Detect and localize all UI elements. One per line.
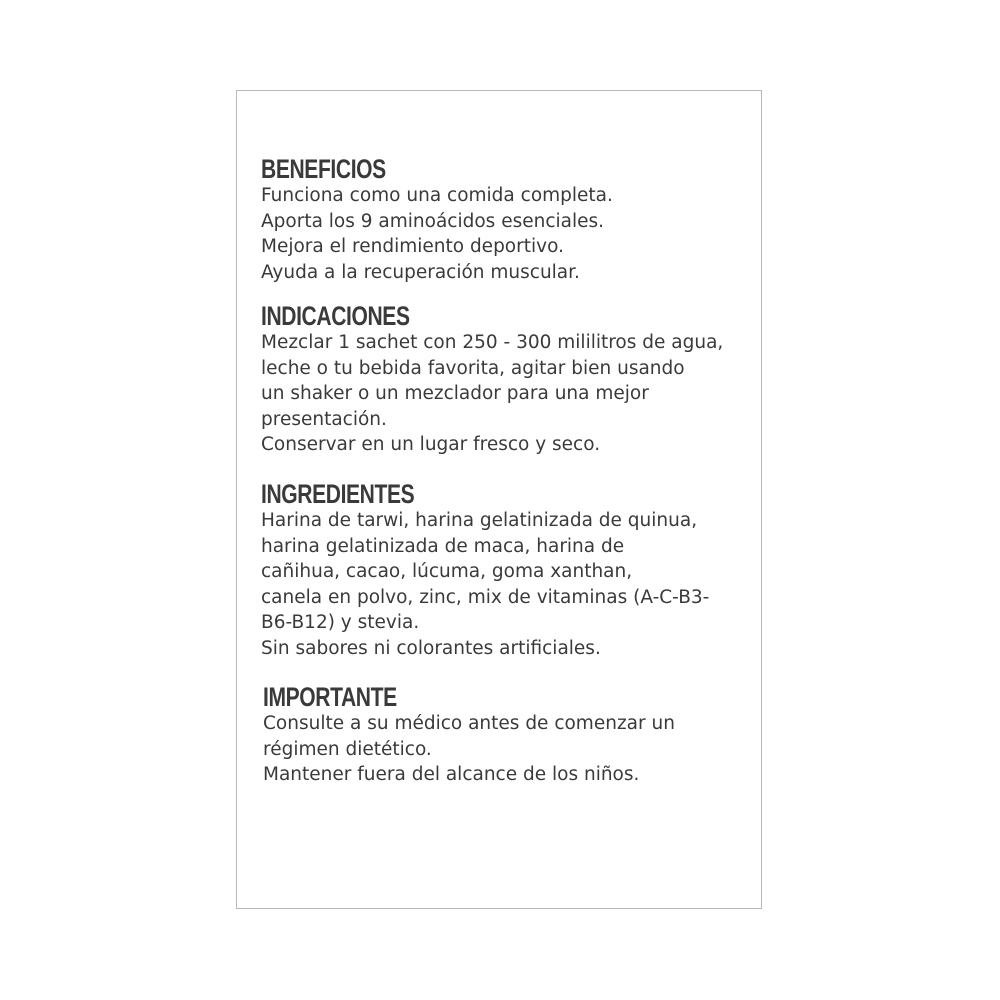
section-line: presentación. xyxy=(261,408,387,430)
section-heading: BENEFICIOS xyxy=(261,154,386,184)
section-line: Mejora el rendimiento deportivo. xyxy=(261,236,564,257)
section-line: Ayuda a la recuperación muscular. xyxy=(261,261,580,283)
section-heading: INGREDIENTES xyxy=(261,479,415,509)
section-importante xyxy=(263,683,758,788)
section-indicaciones xyxy=(261,302,756,458)
section-heading: INDICACIONES xyxy=(261,301,410,331)
section-line: Mezclar 1 sachet con 250 - 300 mililitros de agua, xyxy=(261,332,724,353)
section-line: Mantener fuera del alcance de los niños. xyxy=(263,764,640,785)
section-line: Aporta los 9 aminoácidos esenciales. xyxy=(261,210,605,232)
section-line: Harina de tarwi, harina gelatinizada de quinua, xyxy=(261,510,698,531)
section-line: cañihua, cacao, lúcuma, goma xanthan, xyxy=(261,561,633,582)
section-beneficios xyxy=(261,155,756,285)
section-line: Sin sabores ni colorantes artificiales. xyxy=(261,637,601,659)
product-info-card xyxy=(236,90,762,909)
section-line: Consulte a su médico antes de comenzar un xyxy=(263,713,675,734)
section-line: régimen dietético. xyxy=(263,738,432,760)
section-line: leche o tu bebida favorita, agitar bien usando xyxy=(261,357,685,379)
section-heading: IMPORTANTE xyxy=(263,682,397,712)
section-ingredientes xyxy=(261,480,756,661)
section-line: B6-B12) y stevia. xyxy=(261,612,420,633)
section-line: harina gelatinizada de maca, harina de xyxy=(261,535,625,557)
section-line: un shaker o un mezclador para una mejor xyxy=(261,383,649,404)
section-line: Conservar en un lugar fresco y seco. xyxy=(261,434,601,455)
section-line: Funciona como una comida completa. xyxy=(261,185,613,206)
section-line: canela en polvo, zinc, mix de vitaminas (A-C-B3- xyxy=(261,586,710,608)
